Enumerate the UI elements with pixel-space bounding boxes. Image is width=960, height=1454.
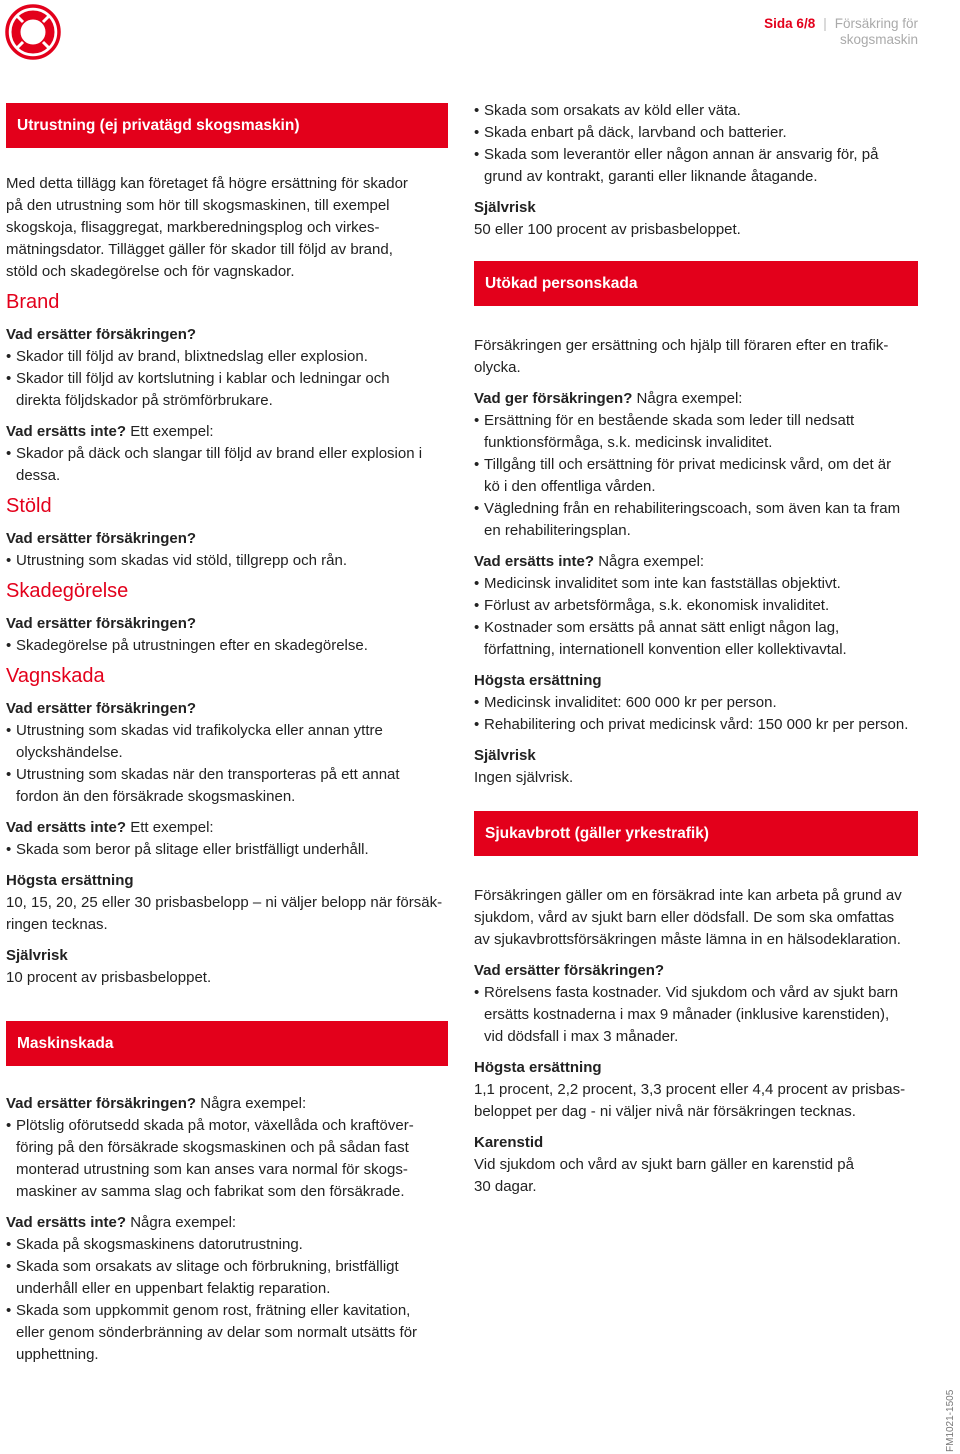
section-banner-maskinskada: Maskinskada — [6, 1021, 448, 1066]
list-item: • Utrustning som skadas vid stöld, tillgrepp och rån. — [6, 550, 448, 572]
exclusions-label: Vad ersätts inte? — [474, 553, 595, 570]
page-header — [764, 16, 918, 48]
lifebuoy-icon — [5, 4, 61, 60]
heading-stold: Stöld — [6, 495, 52, 517]
doc-title-line2: skogsmaskin — [839, 32, 918, 47]
covers-list-brand — [6, 346, 448, 412]
exclusions-label: Vad ersätts inte? — [6, 423, 127, 440]
list-item: • Skador till följd av brand, blixtnedslag eller explosion. — [6, 346, 448, 368]
exclusions-heading — [6, 817, 448, 839]
covers-label: Vad ersätter försäkringen? — [6, 326, 197, 343]
list-item: • Rehabilitering och privat medicinsk vård: 150 000 kr per person. — [474, 714, 918, 736]
exclusions-heading — [474, 551, 918, 573]
list-item: • Tillgång till och ersättning för privat medicinsk vård, om det är kö i den offentliga vården. — [474, 454, 918, 498]
form-code: FM1021-1505 — [945, 1389, 956, 1452]
exclusions-note: Några exempel: — [594, 553, 705, 570]
list-item: • Skador på däck och slangar till följd av brand eller explosion i dessa. — [6, 443, 448, 487]
covers-note: Några exempel: — [632, 390, 743, 407]
covers-note: Några exempel: — [196, 1095, 307, 1112]
max-compensation-text: 10, 15, 20, 25 eller 30 prisbasbelopp – ni väljer belopp när försäk- ringen tecknas. — [6, 894, 443, 933]
exclusions-note: Några exempel: — [126, 1214, 237, 1231]
deductible-label: Självrisk — [474, 747, 536, 764]
max-compensation-label: Högsta ersättning — [474, 1059, 602, 1076]
covers-heading — [474, 388, 918, 410]
list-item: • Skada som beror på slitage eller bristfälligt underhåll. — [6, 839, 448, 861]
covers-label: Vad ger försäkringen? — [474, 390, 633, 407]
list-item: • Medicinsk invaliditet som inte kan fastställas objektivt. — [474, 573, 918, 595]
list-item: • Utrustning som skadas vid trafikolycka eller annan yttre olyckshändelse. — [6, 720, 448, 764]
covers-label: Vad ersätter försäkringen? — [6, 700, 197, 717]
heading-skadegorelse: Skadegörelse — [6, 580, 129, 602]
exclusions-heading — [6, 1212, 448, 1234]
covers-heading — [6, 1093, 448, 1115]
exclusions-list-maskinskada — [6, 1234, 448, 1366]
deductible-text: 10 procent av prisbasbeloppet. — [6, 969, 212, 986]
list-item: • Ersättning för en bestående skada som leder till nedsatt funktionsförmåga, s.k. medicinsk invaliditet. — [474, 410, 918, 454]
list-item: • Rörelsens fasta kostnader. Vid sjukdom och vård av sjukt barn ersätts kostnaderna i max 9 månader (inklusive karenstiden), vid dödsfall i max 3 månader. — [474, 982, 918, 1048]
waiting-period-text: Vid sjukdom och vård av sjukt barn gäller en karenstid på 30 dagar. — [474, 1156, 854, 1195]
covers-list-sjukavbrott — [474, 982, 918, 1048]
page-number: Sida 6/8 — [764, 16, 816, 31]
list-item: • Plötslig oförutsedd skada på motor, växellåda och kraftöver- föring på den försäkrade skogsmaskinen och på sådan fast monterad utrustning som kan anses vara normal för skogs- maskiner av samma slag och fabrikat som den försäkrade. — [6, 1115, 448, 1203]
max-compensation-label: Högsta ersättning — [474, 672, 602, 689]
intro-paragraph: Försäkringen ger ersättning och hjälp till föraren efter en trafik- olycka. — [474, 337, 889, 376]
list-item: • Skada på skogsmaskinens datorutrustning. — [6, 1234, 448, 1256]
covers-list-personskada — [474, 410, 918, 542]
deductible-label: Självrisk — [474, 199, 536, 216]
exclusions-label: Vad ersätts inte? — [6, 819, 127, 836]
right-column — [474, 100, 918, 1198]
covers-label: Vad ersätter försäkringen? — [6, 530, 197, 547]
intro-paragraph: Med detta tillägg kan företaget få högre ersättning för skador på den utrustning som hör till skogsmaskinen, till exempel skogskoja, flisaggregat, markberedningsplog och virkes- mätningsdator. Tillägget gäller för skador till följd av brand, stöld och skadegörelse och för vagnskador. — [6, 175, 408, 280]
list-item: • Förlust av arbetsförmåga, s.k. ekonomisk invaliditet. — [474, 595, 918, 617]
list-item: • Skadegörelse på utrustningen efter en skadegörelse. — [6, 635, 448, 657]
exclusions-note: Ett exempel: — [126, 819, 214, 836]
section-banner-sjukavbrott: Sjukavbrott (gäller yrkestrafik) — [474, 811, 918, 856]
max-compensation-list — [474, 692, 918, 736]
list-item: • Medicinsk invaliditet: 600 000 kr per person. — [474, 692, 918, 714]
exclusions-note: Ett exempel: — [126, 423, 214, 440]
covers-list-maskinskada — [6, 1115, 448, 1203]
covers-label: Vad ersätter försäkringen? — [474, 962, 665, 979]
header-separator: | — [823, 16, 827, 31]
deductible-text: Ingen självrisk. — [474, 769, 574, 786]
max-compensation-label: Högsta ersättning — [6, 872, 134, 889]
list-item: • Skada som uppkommit genom rost, frätning eller kavitation, eller genom sönderbränning av delar som normalt utsätts för upphettning. — [6, 1300, 448, 1366]
covers-label: Vad ersätter försäkringen? — [6, 1095, 197, 1112]
heading-vagnskada: Vagnskada — [6, 665, 105, 687]
max-compensation-text: 1,1 procent, 2,2 procent, 3,3 procent eller 4,4 procent av prisbas- beloppet per dag - ni väljer nivå när försäkringen tecknas. — [474, 1081, 906, 1120]
exclusions-label: Vad ersätts inte? — [6, 1214, 127, 1231]
list-item: • Kostnader som ersätts på annat sätt enligt någon lag, författning, internationell konvention eller kollektivavtal. — [474, 617, 918, 661]
list-item: • Skador till följd av kortslutning i kablar och ledningar och direkta följdskador på strömförbrukare. — [6, 368, 448, 412]
exclusions-list-personskada — [474, 573, 918, 661]
list-item: • Vägledning från en rehabiliteringscoach, som även kan ta fram en rehabiliteringsplan. — [474, 498, 918, 542]
list-item: • Skada som orsakats av slitage och förbrukning, bristfälligt underhåll eller en uppenbart felaktig reparation. — [6, 1256, 448, 1300]
covers-list-skadegorelse — [6, 635, 448, 657]
list-item: • Skada som leverantör eller någon annan är ansvarig för, på grund av kontrakt, garanti eller liknande åtagande. — [474, 144, 918, 188]
covers-label: Vad ersätter försäkringen? — [6, 615, 197, 632]
deductible-label: Självrisk — [6, 947, 68, 964]
covers-list-vagnskada — [6, 720, 448, 808]
exclusions-heading — [6, 421, 448, 443]
covers-list-stold — [6, 550, 448, 572]
list-item: • Skada enbart på däck, larvband och batterier. — [474, 122, 918, 144]
section-banner-personskada: Utökad personskada — [474, 261, 918, 306]
doc-title-line1: Försäkring för — [834, 16, 918, 31]
list-item: • Skada som orsakats av köld eller väta. — [474, 100, 918, 122]
left-column — [6, 100, 448, 1366]
section-banner-utrustning: Utrustning (ej privatägd skogsmaskin) — [6, 103, 448, 148]
exclusions-list-brand — [6, 443, 448, 487]
waiting-period-label: Karenstid — [474, 1134, 544, 1151]
list-item: • Utrustning som skadas när den transporteras på ett annat fordon än den försäkrade skogsmaskinen. — [6, 764, 448, 808]
heading-brand: Brand — [6, 291, 60, 313]
deductible-text: 50 eller 100 procent av prisbasbeloppet. — [474, 221, 741, 238]
exclusions-list-continued — [474, 100, 918, 188]
exclusions-list-vagnskada — [6, 839, 448, 861]
intro-paragraph: Försäkringen gäller om en försäkrad inte kan arbeta på grund av sjukdom, vård av sjukt barn eller dödsfall. De som ska omfattas av sjukavbrottsförsäkringen måste lämna in en hälsodeklaration. — [474, 887, 902, 948]
